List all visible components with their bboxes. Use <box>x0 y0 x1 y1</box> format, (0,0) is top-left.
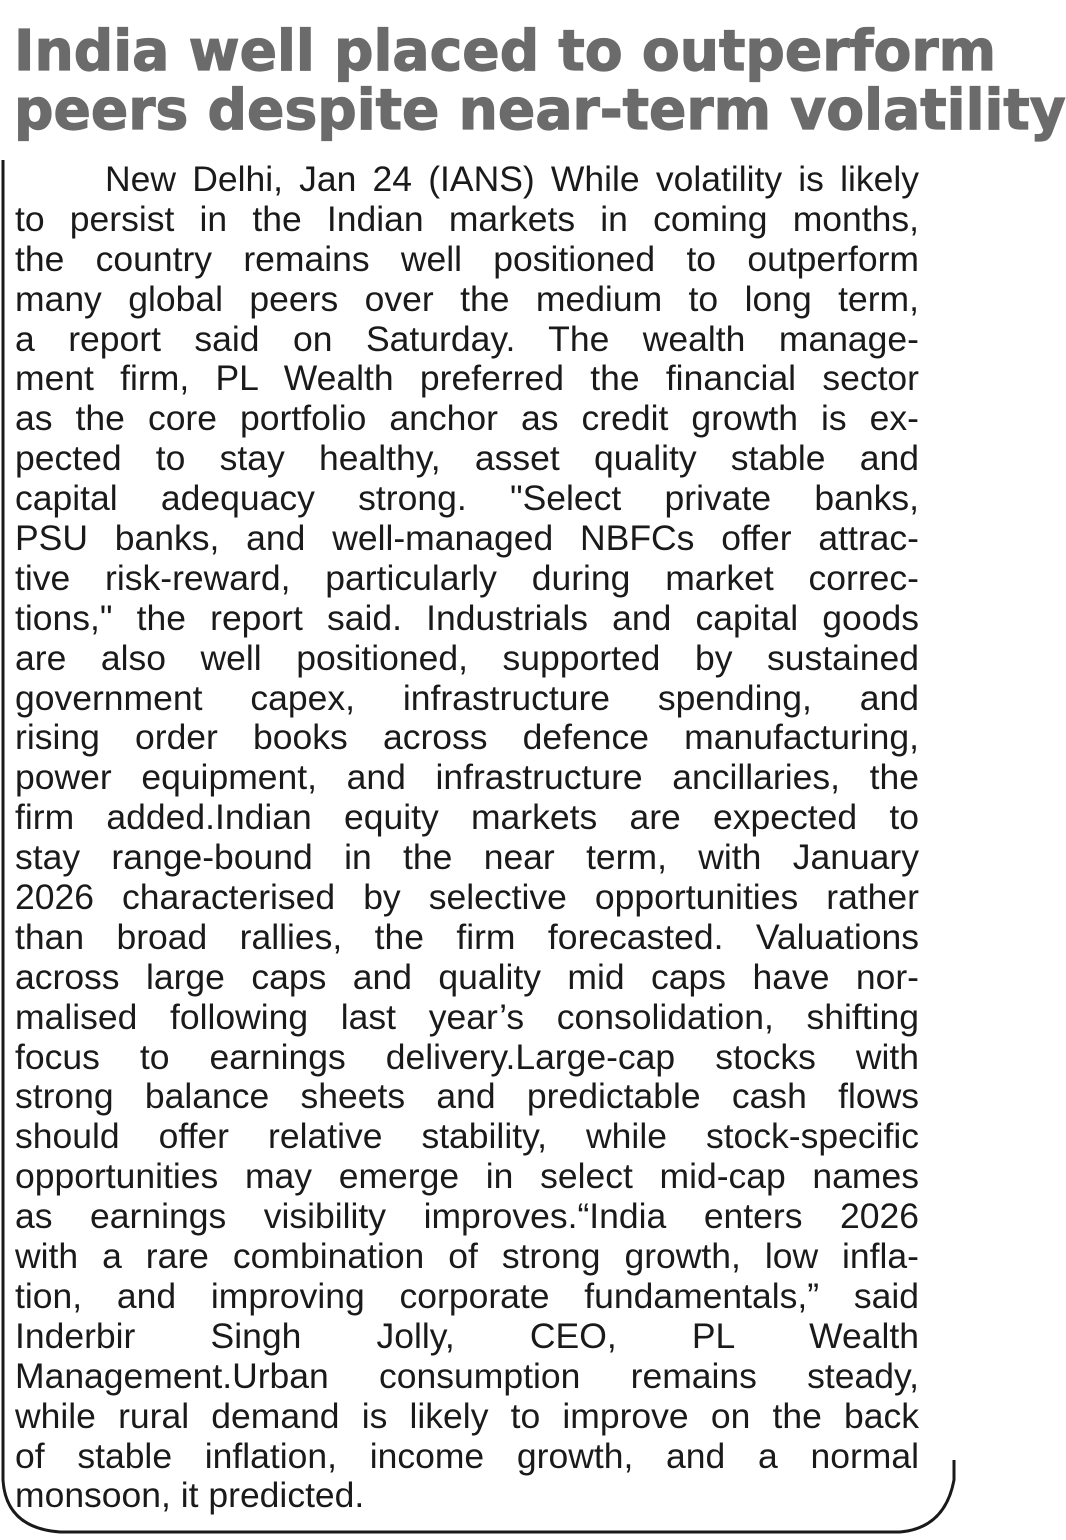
body-line: PSU banks, and well-managed NBFCs offer attrac- <box>15 518 919 559</box>
body-line: tive risk-reward, particularly during market correc- <box>15 557 919 598</box>
body-line: stay range-bound in the near term, with January <box>15 837 919 878</box>
body-line: Management.Urban consumption remains steady, <box>15 1355 919 1396</box>
body-line: focus to earnings delivery.Large-cap stocks with <box>15 1036 919 1077</box>
article-body <box>15 160 919 1516</box>
body-line: pected to stay healthy, asset quality stable and <box>15 438 919 479</box>
body-line: than broad rallies, the firm forecasted. Valuations <box>15 916 919 957</box>
body-line: Inderbir Singh Jolly, CEO, PL Wealth <box>15 1315 919 1356</box>
body-line: with a rare combination of strong growth, low infla- <box>15 1236 919 1277</box>
body-line: a report said on Saturday. The wealth manage- <box>15 318 919 359</box>
headline-line-2: peers despite near-term volatility <box>14 78 1066 143</box>
body-line: rising order books across defence manufacturing, <box>15 717 919 758</box>
body-line: tion, and improving corporate fundamentals,” said <box>15 1275 919 1316</box>
body-line: as the core portfolio anchor as credit growth is ex- <box>15 398 919 439</box>
body-line: 2026 characterised by selective opportunities rather <box>15 877 919 918</box>
body-line: government capex, infrastructure spending, and <box>15 677 919 718</box>
body-line: the country remains well positioned to outperform <box>15 238 919 279</box>
body-line: firm added.Indian equity markets are expected to <box>15 797 919 838</box>
body-line: to persist in the Indian markets in coming months, <box>15 198 919 239</box>
headline-line-1: India well placed to outperform <box>14 19 997 84</box>
body-line: monsoon, it predicted. <box>15 1475 365 1516</box>
body-line: as earnings visibility improves.“India enters 2026 <box>15 1196 919 1237</box>
body-line: power equipment, and infrastructure ancillaries, the <box>15 757 919 798</box>
body-line: across large caps and quality mid caps have nor- <box>15 956 919 997</box>
body-line: should offer relative stability, while stock-specific <box>15 1116 919 1157</box>
body-line: ment firm, PL Wealth preferred the financial sector <box>15 358 919 399</box>
body-line: are also well positioned, supported by sustained <box>15 637 919 678</box>
body-line: while rural demand is likely to improve on the back <box>15 1395 919 1436</box>
body-line: many global peers over the medium to long term, <box>15 278 919 319</box>
headline <box>14 19 1066 143</box>
body-line: strong balance sheets and predictable cash flows <box>15 1076 919 1117</box>
body-line: tions," the report said. Industrials and capital goods <box>15 597 919 638</box>
body-line: New Delhi, Jan 24 (IANS) While volatility is likely <box>105 159 919 199</box>
body-line: malised following last year’s consolidation, shifting <box>15 996 919 1037</box>
body-line: of stable inflation, income growth, and a normal <box>15 1435 919 1476</box>
body-line: capital adequacy strong. "Select private banks, <box>15 478 919 519</box>
body-line: opportunities may emerge in select mid-cap names <box>15 1156 919 1197</box>
